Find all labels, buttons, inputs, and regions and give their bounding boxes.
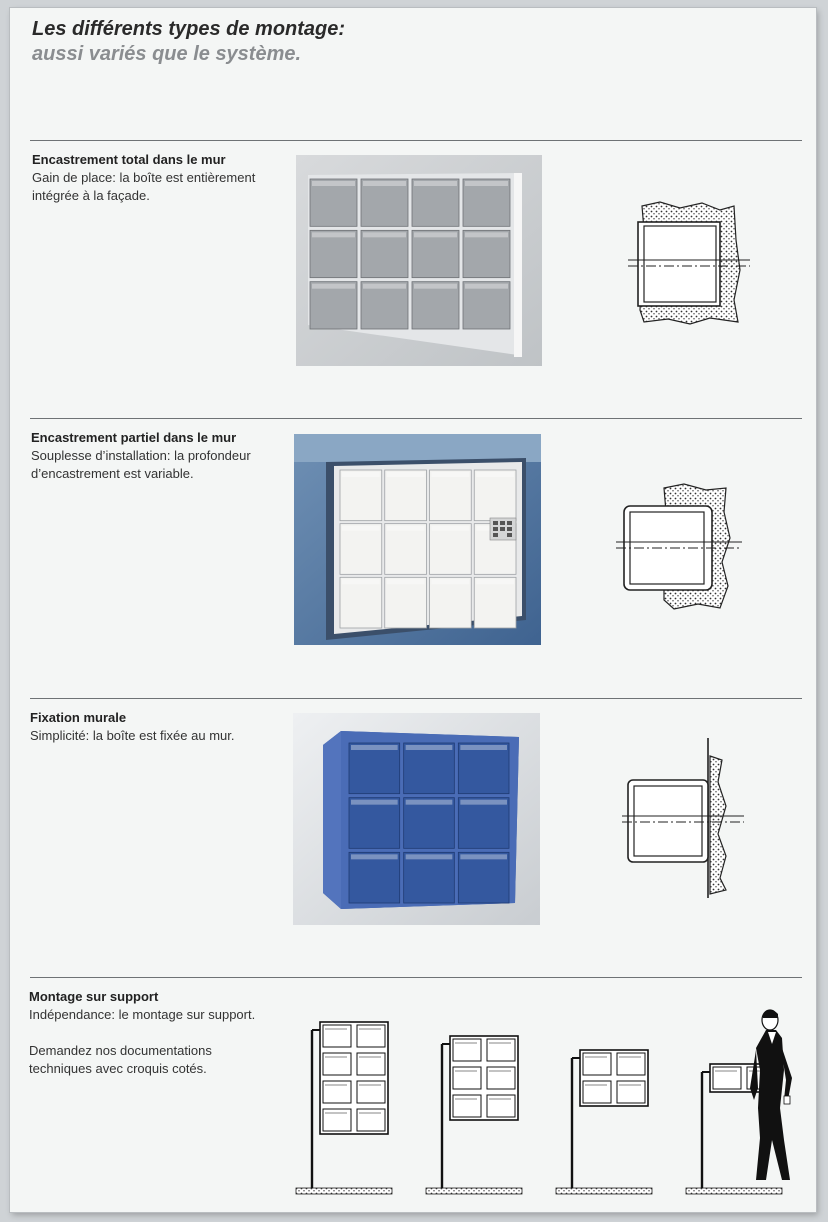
section-desc-support-mount: Indépendance: le montage sur support. bbox=[29, 1007, 256, 1022]
brochure-page bbox=[10, 8, 816, 1212]
photo-full-recess-mailboxes bbox=[296, 155, 542, 366]
section-title-full-recess: Encastrement total dans le mur bbox=[32, 152, 226, 167]
section-title-partial-recess: Encastrement partiel dans le mur bbox=[31, 430, 237, 445]
documentation-note: Demandez nos documentations techniques avec croquis cotés. bbox=[29, 1043, 212, 1076]
section-divider bbox=[30, 140, 802, 141]
photo-wall-mount-mailboxes bbox=[293, 713, 540, 925]
section-divider bbox=[30, 418, 802, 419]
diagram-full-recess bbox=[620, 200, 750, 330]
photo-partial-recess-mailboxes bbox=[294, 434, 541, 645]
diagram-wall-mount bbox=[622, 738, 748, 898]
section-title-support-mount: Montage sur support bbox=[29, 989, 159, 1004]
section-desc-full-recess: Gain de place: la boîte est entièrement intégrée à la façade. bbox=[32, 170, 256, 203]
diagram-partial-recess bbox=[614, 482, 744, 612]
section-title-wall-mount: Fixation murale bbox=[30, 710, 127, 725]
section-desc-partial-recess: Souplesse d’installation: la profondeur d’encastrement est variable. bbox=[31, 448, 251, 481]
section-divider bbox=[30, 698, 802, 699]
page-subtitle: aussi variés que le système. bbox=[32, 43, 302, 65]
section-desc-wall-mount: Simplicité: la boîte est fixée au mur. bbox=[30, 728, 235, 743]
page-title: Les différents types de montage: bbox=[32, 18, 346, 40]
section-divider bbox=[30, 977, 802, 978]
support-mount-illustrations bbox=[290, 1002, 810, 1198]
person-figure bbox=[750, 1010, 792, 1180]
